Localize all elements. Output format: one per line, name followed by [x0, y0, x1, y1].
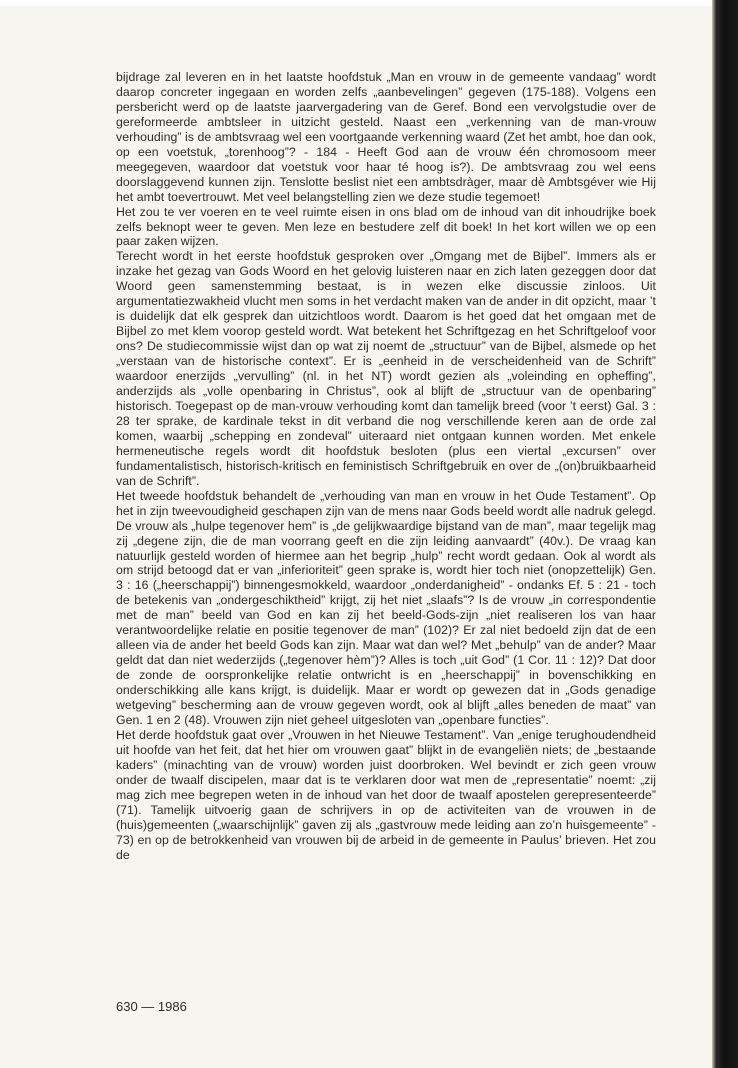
article-body [116, 70, 656, 863]
paragraph-3: Terecht wordt in het eerste hoofdstuk gesproken over „Omgang met de Bijbel”. Immers als er inzake het gezag van Gods Woord en het gelovig luisteren naar en zich laten gezeggen door dat Woord geen samenstemming bestaat, is in wezen elke discussie zinloos. Uit argumentatiezwakheid vlucht men soms in het verdacht maken van de ander in dit opzicht, maar ’t is duidelijk dat elk gesprek dan uitzichtloos wordt. Daarom is het goed dat het omgaan met de Bijbel zo met klem voorop gesteld wordt. Wat betekent het Schriftgezag en het Schriftgeloof voor ons? De studiecommissie wijst dan op wat zij noemt de „structuur” van de Bijbel, alsmede op het „verstaan van de historische context”. Er is „eenheid in de verscheidenheid van de Schrift” waardoor enerzijds „vervulling” (nl. in het NT) wordt gezien als „voleinding en opheffing”, anderzijds als „volle openbaring in Christus”, ook al blijft de „structuur van de openbaring” historisch. Toegepast op de man-vrouw verhouding komt dan tamelijk breed (voor ’t eerst) Gal. 3 : 28 ter sprake, de kardinale tekst in dit verband die nog verschillende keren aan de orde zal komen, waarbij „schepping en zondeval” uiteraard niet ontgaan kunnen worden. Met enkele hermeneutische regels wordt dit hoofdstuk besloten (plus een viertal „excursen” over fundamentalistisch, historisch-kritisch en feministisch Schriftgebruik en over de „(on)bruikbaarheid van de Schrift”. [116, 249, 656, 488]
paragraph-2: Het zou te ver voeren en te veel ruimte eisen in ons blad om de inhoud van dit inhoudrijke boek zelfs beknopt weer te geven. Men leze en bestudere zelf dit boek! In het kort willen we op een paar zaken wijzen. [116, 204, 656, 249]
paragraph-1: bijdrage zal leveren en in het laatste hoofdstuk „Man en vrouw in de gemeente vandaag” wordt daarop concreter ingegaan en worden zelfs „aanbevelingen” gegeven (175-188). Volgens een persbericht werd op de laatste jaarvergadering van de Geref. Bond een vervolgstudie over de gereformeerde ambtsleer in uitzicht gesteld. Naast een „verkenning van de man-vrouw verhouding” is de ambtsvraag wel een voortgaande verkenning waard (Zet het ambt, hoe dan ook, op een voetstuk, „torenhoog”? - 184 - Heeft God aan de vrouw één chromosoom meer meegegeven, waardoor dat voetstuk voor haar té hoog is?). De ambtsvraag zou wel eens doorslaggevend kunnen zijn. Tenslotte beslist niet een ambtsdràger, maar dè Ambtsgéver wie Hij het ambt toevertrouwt. Met veel belangstelling zien we deze studie tegemoet! [116, 70, 656, 204]
page-top-margin [0, 0, 712, 6]
page-footer: 630 — 1986 [116, 999, 187, 1014]
paragraph-5: Het derde hoofdstuk gaat over „Vrouwen in het Nieuwe Testament”. Van „enige terughoudendheid uit hoofde van het feit, dat het hier om vrouwen gaat” blijkt in de evangeliën niets; de „bestaande kaders” (minachting van de vrouw) worden juist doorbroken. Wel bevindt er zich geen vrouw onder de twaalf discipelen, maar dat is te verklaren door wat men de „representatie” noemt: „zij mag zich mee begrepen weten in de inhoud van het door de twaalf apostelen gerepresenteerde” (71). Tamelijk uitvoerig gaan de schrijvers in op de activiteiten van de vrouwen in de (huis)gemeenten („waarschijnlijk” gaven zij als „gastvrouw mede leiding aan zo’n huisgemeente” - 73) en op de betrokkenheid van vrouwen bij de arbeid in de gemeente in Paulus’ brieven. Het zou de [116, 727, 656, 862]
scan-edge-shadow [712, 0, 738, 1068]
paragraph-4: Het tweede hoofdstuk behandelt de „verhouding van man en vrouw in het Oude Testament”. Op het in zijn tweevoudigheid geschapen zijn van de mens naar Gods beeld wordt alle nadruk gelegd. De vrouw als „hulpe tegenover hem” is „de gelijkwaardige bijstand van de man”, maar tegelijk mag zij „degene zijn, die de man voorrang geeft en die zijn leiding aanvaardt” (40v.). De vraag kan natuurlijk gesteld worden of hiermee aan het begrip „hulp” recht wordt gedaan. Ook al wordt als om strijd betoogd dat er van „inferioriteit” geen sprake is, wordt hier toch niet (onopzettelijk) Gen. 3 : 16 („heerschappij”) binnengesmokkeld, waardoor „onderdanigheid” - ondanks Ef. 5 : 21 - toch de betekenis van „ondergeschiktheid” krijgt, zij het niet „slaafs”? Is de vrouw „in correspondentie met de man” beeld van God en kan zij het beeld-Gods-zijn „niet realiseren los van haar verantwoordelijke relatie en positie tegenover de man” (102)? Er zal niet bedoeld zijn dat de een alleen via de ander het beeld Gods kan zijn. Maar wat dan wel? Met „behulp” van de ander? Maar geldt dat dan niet wederzijds („tegenover hèm”)? Alles is toch „uit God” (1 Cor. 11 : 12)? Dat door de zonde de oorspronkelijke relatie ontwricht is en „heerschappij” in bovenschikking en onderschikking alle kans krijgt, is duidelijk. Maar er wordt op gewezen dat in „Gods genadige wetgeving” bescherming aan de vrouw gegeven wordt, ook al blijft „alles beneden de maat” van Gen. 1 en 2 (48). Vrouwen zijn niet geheel uitgesloten van „openbare functies”. [116, 488, 657, 727]
